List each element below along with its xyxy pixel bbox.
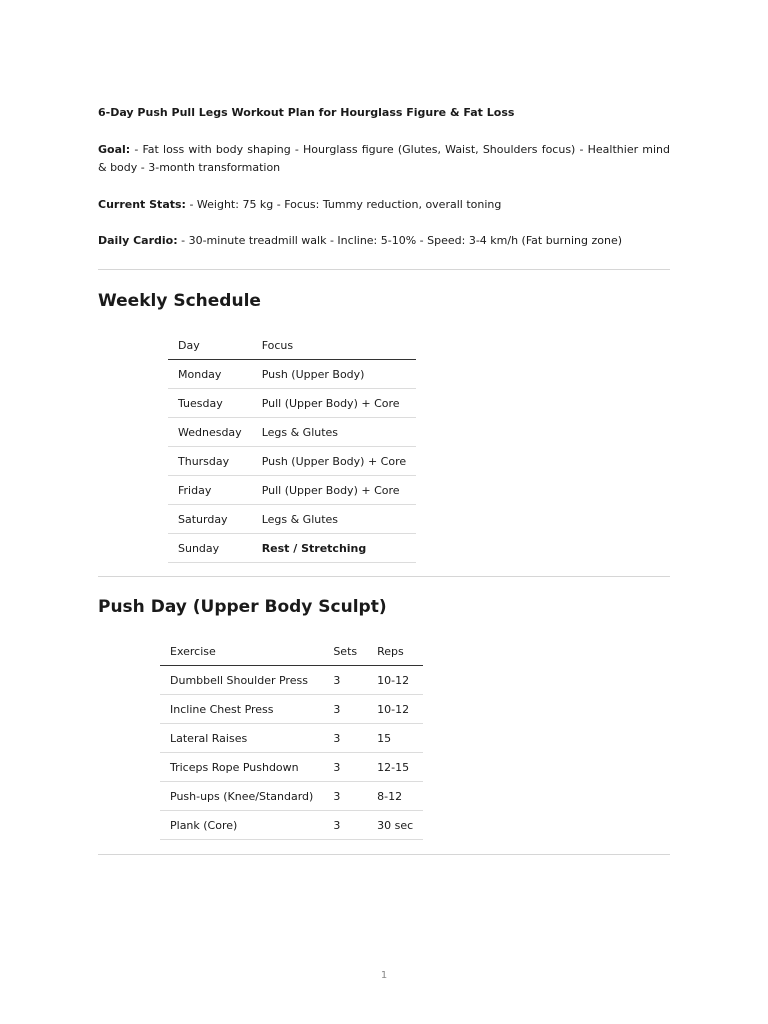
daily-cardio-label: Daily Cardio: (98, 234, 178, 247)
table-row (168, 389, 416, 418)
exercise-cell: Plank (Core) (160, 811, 323, 840)
table-row (160, 724, 423, 753)
weekly-schedule-table (168, 331, 416, 563)
day-cell: Friday (168, 476, 252, 505)
exercise-cell: Dumbbell Shoulder Press (160, 666, 323, 695)
day-cell: Tuesday (168, 389, 252, 418)
horizontal-rule (98, 854, 670, 855)
reps-cell: 8-12 (367, 782, 423, 811)
column-header-reps: Reps (367, 637, 423, 666)
focus-cell: Push (Upper Body) + Core (252, 447, 416, 476)
day-cell: Thursday (168, 447, 252, 476)
focus-cell: Push (Upper Body) (252, 360, 416, 389)
page-number: 1 (380, 970, 388, 981)
reps-cell: 10-12 (367, 695, 423, 724)
sets-cell: 3 (323, 666, 367, 695)
reps-cell: 12-15 (367, 753, 423, 782)
reps-cell: 30 sec (367, 811, 423, 840)
table-row (168, 447, 416, 476)
table-row (160, 695, 423, 724)
exercise-cell: Push-ups (Knee/Standard) (160, 782, 323, 811)
sets-cell: 3 (323, 695, 367, 724)
document-title: 6-Day Push Pull Legs Workout Plan for Hourglass Figure & Fat Loss (98, 106, 515, 119)
day-cell: Monday (168, 360, 252, 389)
table-row (168, 505, 416, 534)
exercise-cell: Incline Chest Press (160, 695, 323, 724)
day-cell: Sunday (168, 534, 252, 563)
focus-cell: Legs & Glutes (252, 418, 416, 447)
table-header-row (160, 637, 423, 666)
table-row (160, 666, 423, 695)
focus-cell: Legs & Glutes (252, 505, 416, 534)
push-day-table (160, 637, 423, 840)
day-cell: Saturday (168, 505, 252, 534)
horizontal-rule (98, 269, 670, 270)
table-row (160, 753, 423, 782)
table-row (160, 811, 423, 840)
sets-cell: 3 (323, 811, 367, 840)
daily-cardio-text: - 30-minute treadmill walk - Incline: 5-10% - Speed: 3-4 km/h (Fat burning zone) (177, 234, 622, 247)
table-row (168, 476, 416, 505)
table-header-row (168, 331, 416, 360)
current-stats-text: - Weight: 75 kg - Focus: Tummy reduction, overall toning (185, 198, 502, 211)
focus-cell: Rest / Stretching (252, 534, 416, 563)
column-header-exercise: Exercise (160, 637, 323, 666)
exercise-cell: Lateral Raises (160, 724, 323, 753)
reps-cell: 15 (367, 724, 423, 753)
current-stats-paragraph (98, 196, 670, 214)
table-row (168, 418, 416, 447)
day-cell: Wednesday (168, 418, 252, 447)
goal-paragraph (98, 141, 670, 177)
focus-cell: Pull (Upper Body) + Core (252, 476, 416, 505)
column-header-day: Day (168, 331, 252, 360)
exercise-cell: Triceps Rope Pushdown (160, 753, 323, 782)
daily-cardio-paragraph (98, 232, 670, 250)
sets-cell: 3 (323, 753, 367, 782)
column-header-focus: Focus (252, 331, 416, 360)
reps-cell: 10-12 (367, 666, 423, 695)
horizontal-rule (98, 576, 670, 577)
push-day-heading: Push Day (Upper Body Sculpt) (98, 597, 387, 617)
sets-cell: 3 (323, 782, 367, 811)
table-row (168, 534, 416, 563)
goal-label: Goal: (98, 143, 131, 156)
weekly-schedule-heading: Weekly Schedule (98, 291, 261, 311)
table-row (160, 782, 423, 811)
current-stats-label: Current Stats: (98, 198, 186, 211)
column-header-sets: Sets (323, 637, 367, 666)
sets-cell: 3 (323, 724, 367, 753)
focus-cell: Pull (Upper Body) + Core (252, 389, 416, 418)
table-row (168, 360, 416, 389)
goal-text: - Fat loss with body shaping - Hourglass figure (Glutes, Waist, Shoulders focus) - Healthier mind & body - 3-month transformation (98, 143, 670, 174)
